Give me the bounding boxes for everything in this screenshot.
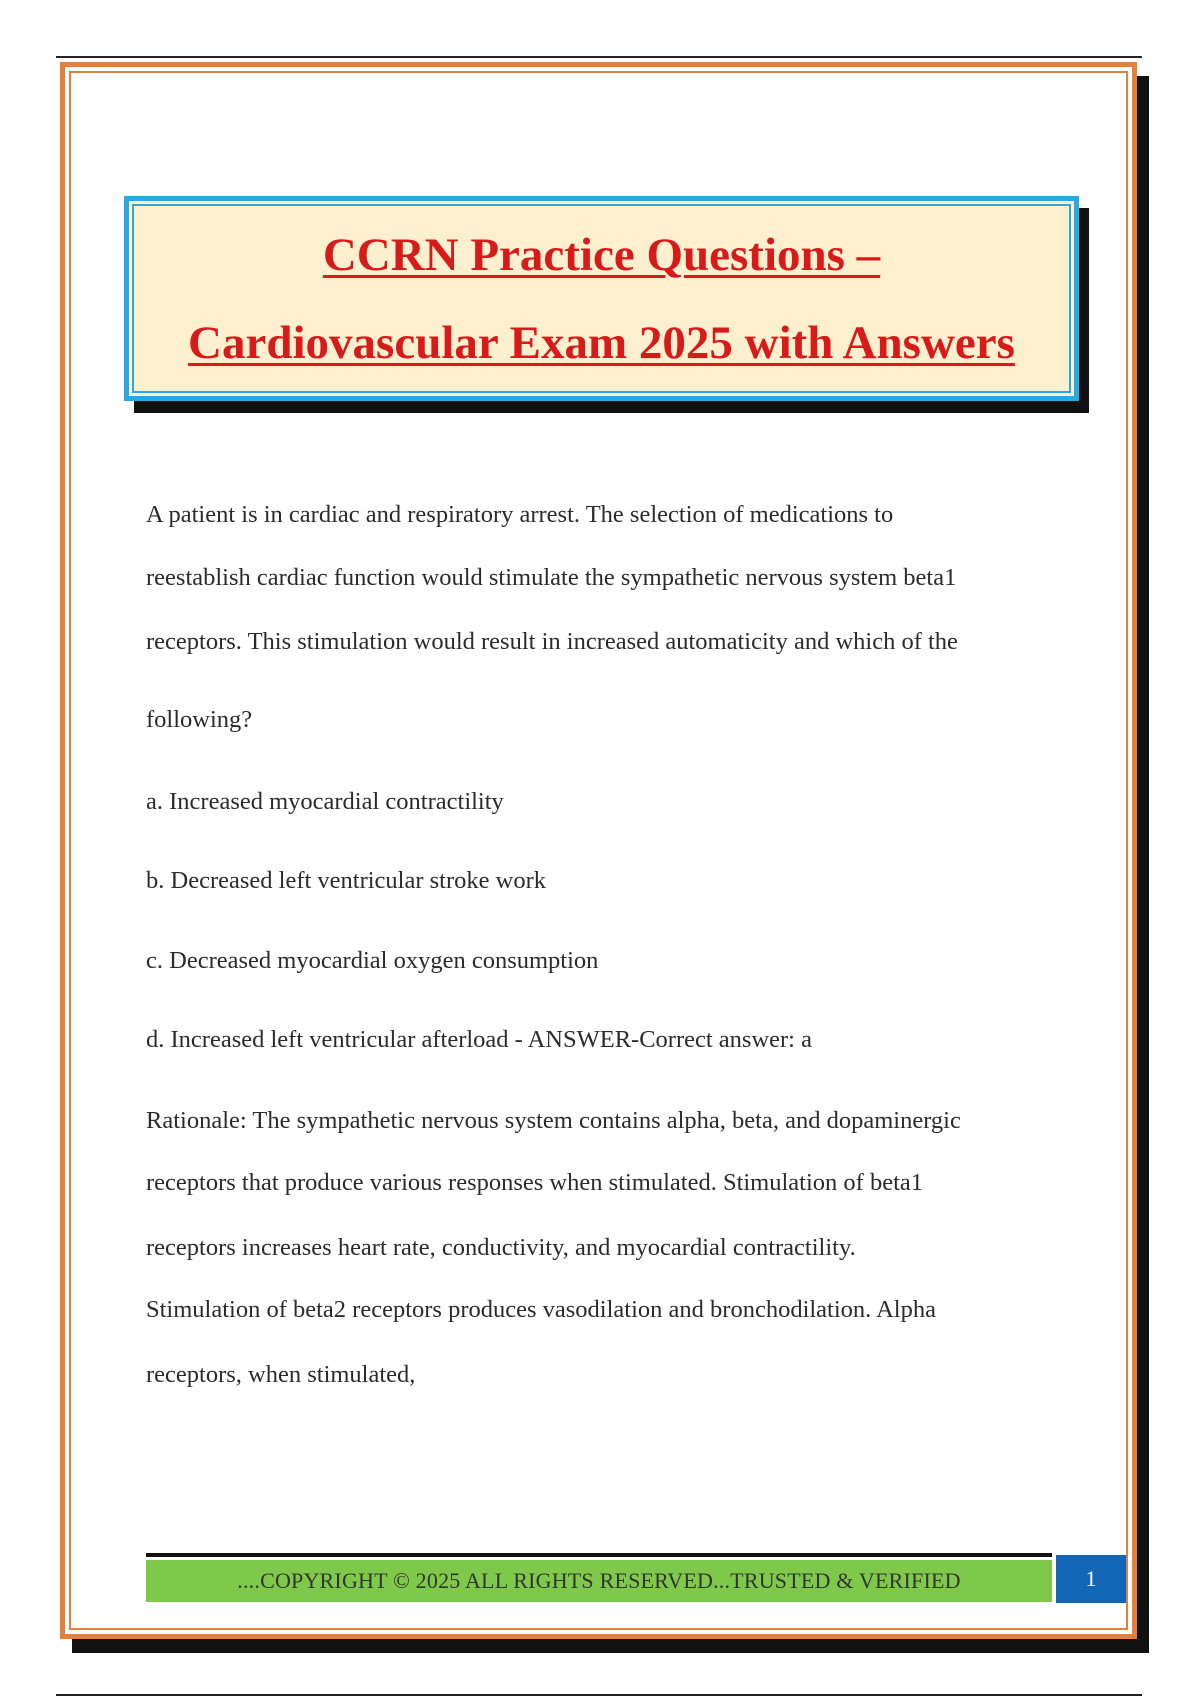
rationale-line-1: Rationale: The sympathetic nervous system contains alpha, beta, and dopaminergic: [146, 1107, 961, 1134]
question-line-2: reestablish cardiac function would stimulate the sympathetic nervous system beta1: [146, 564, 957, 591]
top-rule: [56, 56, 1142, 58]
title-box: [124, 196, 1079, 401]
footer-copyright-text: ....COPYRIGHT © 2025 ALL RIGHTS RESERVED...TRUSTED & VERIFIED: [237, 1568, 961, 1593]
title-line-2: Cardiovascular Exam 2025 with Answers: [188, 316, 1015, 369]
question-line-1: A patient is in cardiac and respiratory arrest. The selection of medications to: [146, 501, 894, 528]
page-number: [1056, 1555, 1126, 1603]
rationale-line-2: receptors that produce various responses when stimulated. Stimulation of beta1: [146, 1169, 924, 1196]
option-a: a. Increased myocardial contractility: [146, 788, 504, 815]
rationale-line-5: receptors, when stimulated,: [146, 1361, 416, 1388]
page-number-text: 1: [1085, 1566, 1097, 1591]
rationale-line-3: receptors increases heart rate, conductivity, and myocardial contractility.: [146, 1234, 856, 1261]
option-d-answer: d. Increased left ventricular afterload - ANSWER-Correct answer: a: [146, 1026, 812, 1053]
option-b: b. Decreased left ventricular stroke work: [146, 867, 546, 894]
title-line-1: CCRN Practice Questions –: [322, 228, 881, 281]
option-c: c. Decreased myocardial oxygen consumption: [146, 947, 599, 974]
question-line-4: following?: [146, 706, 253, 733]
bottom-rule: [56, 1694, 1142, 1696]
footer-rule: [146, 1553, 1052, 1557]
rationale-line-4: Stimulation of beta2 receptors produces vasodilation and bronchodilation. Alpha: [146, 1296, 936, 1323]
question-line-3: receptors. This stimulation would result in increased automaticity and which of the: [146, 628, 958, 655]
footer-copyright: [146, 1560, 1052, 1602]
